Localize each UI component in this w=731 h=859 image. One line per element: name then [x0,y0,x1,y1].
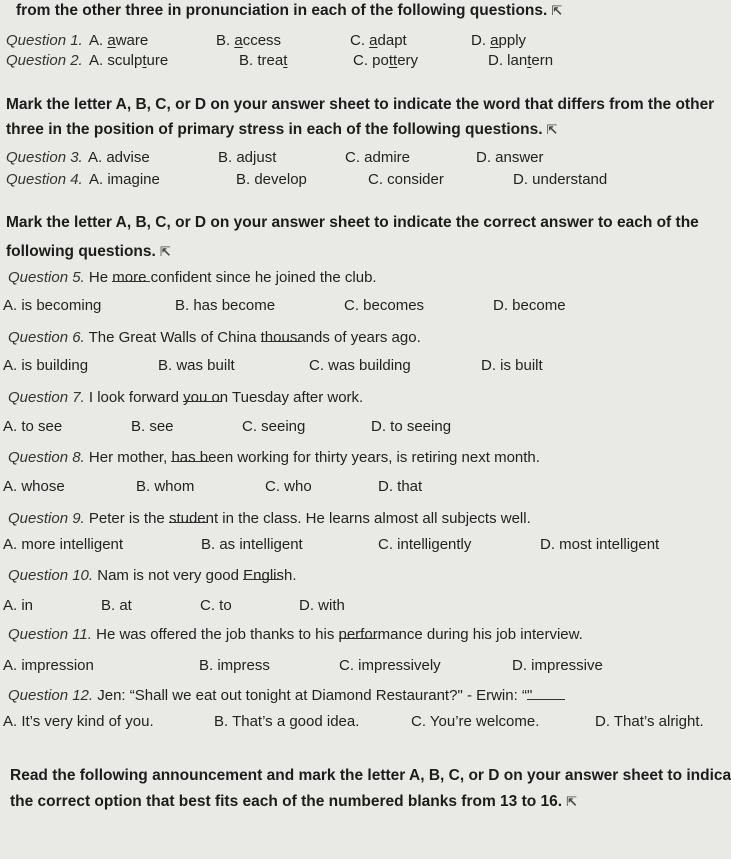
question-stem: Question 5. He more confident since he joined the club. [8,269,377,286]
option: B. at [101,597,132,614]
option: C. to [200,597,232,614]
question-stem: Question 8. Her mother, has been working for thirty years, is retiring next month. [8,449,540,466]
option: C. adapt [350,32,407,49]
option: D. impressive [512,657,603,674]
option: C. intelligently [378,536,472,553]
option: A. is becoming [3,297,102,314]
answer-blank [261,329,299,342]
option: B. treat [239,52,288,69]
question-stem: Question 7. I look forward you on Tuesday after work. [8,389,364,406]
option: C. who [265,478,312,495]
option: B. adjust [218,149,277,166]
corner-arrow-icon: ⇱ [159,244,171,259]
option: A. is building [3,357,89,374]
instruction-line: the correct option that best fits each of the numbered blanks from 13 to 16. ⇱ [10,793,577,810]
answer-blank [171,449,209,462]
instruction-line: three in the position of primary stress in each of the following questions. ⇱ [6,121,558,138]
question-stem: Question 12. Jen: “Shall we eat out tonight at Diamond Restaurant?" - Erwin: “ " [8,687,532,705]
option: C. was building [309,357,411,374]
instruction-line: following questions. ⇱ [6,243,171,260]
option: A. whose [3,478,65,495]
option: C. becomes [344,297,425,314]
option: C. impressively [339,657,441,674]
option: B. whom [136,478,195,495]
option: B. see [131,418,174,435]
question-stem: Question 10. Nam is not very good English. [8,567,297,584]
corner-arrow-icon: ⇱ [551,3,563,18]
answer-blank [183,389,221,402]
option: A. in [3,597,34,614]
option: A. more intelligent [3,536,124,553]
option: D. to seeing [371,418,452,435]
question-stem: Question 6. The Great Walls of China thousands of years ago. [8,329,421,346]
option: B. has become [175,297,276,314]
option: B. impress [199,657,270,674]
option: C. consider [368,171,444,188]
option: D. is built [481,357,543,374]
instruction-line: Read the following announcement and mark the letter A, B, C, or D on your answer sheet to indica [10,767,731,784]
question-stem: Question 9. Peter is the student in the class. He learns almost all subjects well. [8,510,531,527]
option: C. pottery [353,52,419,69]
option: B. develop [236,171,307,188]
option: C. You’re welcome. [411,713,540,730]
option: D. lantern [488,52,554,69]
option: D. apply [471,32,527,49]
corner-arrow-icon: ⇱ [546,122,558,137]
option: D. answer [476,149,544,166]
answer-blank [339,626,377,639]
option: A. It’s very kind of you. [3,713,154,730]
option: B. access [216,32,282,49]
option: D. become [493,297,566,314]
option: D. that [378,478,423,495]
answer-blank [169,510,207,523]
instruction-line: from the other three in pronunciation in each of the following questions. ⇱ [16,2,563,19]
option: A. advise [88,149,150,166]
answer-blank [243,567,281,580]
option: A. sculpture [89,52,169,69]
answer-blank [527,687,565,700]
option: D. with [299,597,345,614]
option: A. to see [3,418,63,435]
page: from the other three in pronunciation in each of the following questions. ⇱ Question 1. A. aware B. access C. adapt D. apply Question 2. A. sculpture B. treat C. pottery D. lantern Mark the letter A, B, C, or D on your answer sheet to indicate the word that differs from the other three in the position of primary stress in each of the following questions. ⇱ Question 3. A. advise B. adjust C. admire D. answer Question 4. A. imagine B. develop C. consider D. understand Mark the letter A, B, C, or D on your answer sheet to indicate the correct answer to each of the following questions. ⇱ Question 5. He more confident since he joined the club. A. is becoming B. has become C. becomes D. become Question 6. The Great Walls of China thousands of years ago. A. is building B. was built C. was building D. is built Question 7. I look forward you on Tuesday after work. A. to see B. see C. seeing D. to seeing Question 8. Her mother, has been working for thirty years, is retiring next month. A. whose B. whom C. who D. that Question 9. Peter is the student in the class. He learns almost all subjects well. A. more intelligent B. as intelligent C. intelligently D. most intelligent Question 10. Nam is not very good English. A. in B. at C. to D. with Question 11. He was offered the job thanks to his performance during his job interview. A. impression B. impress C. impressively D. impressive Question 12. Jen: “Shall we eat out tonight at Diamond Restaurant?" - Erwin: “ " A. It’s very kind of you. B. That’s a good idea. C. You’re welcome. D. That’s alright. Read the following announcement and mark the letter A, B, C, or D on your answer sheet to indica the correct option that best fits each of the numbered blanks from 13 to 16. ⇱ [3,2,731,810]
option: A. aware [89,32,149,49]
option: A. imagine [89,171,160,188]
instruction-line: Mark the letter A, B, C, or D on your answer sheet to indicate the word that differs from the other [6,96,715,113]
option: B. That’s a good idea. [214,713,360,730]
option: B. was built [158,357,235,374]
option: D. That’s alright. [595,713,704,730]
corner-arrow-icon: ⇱ [566,794,577,809]
option: C. admire [345,149,411,166]
option: D. understand [513,171,608,188]
question-stem: Question 11. He was offered the job thanks to his performance during his job interview. [8,626,583,643]
option: C. seeing [242,418,306,435]
option: B. as intelligent [201,536,303,553]
instruction-line: Mark the letter A, B, C, or D on your answer sheet to indicate the correct answer to each of the [6,214,699,231]
option: A. impression [3,657,94,674]
answer-blank [112,269,150,282]
option: D. most intelligent [540,536,660,553]
